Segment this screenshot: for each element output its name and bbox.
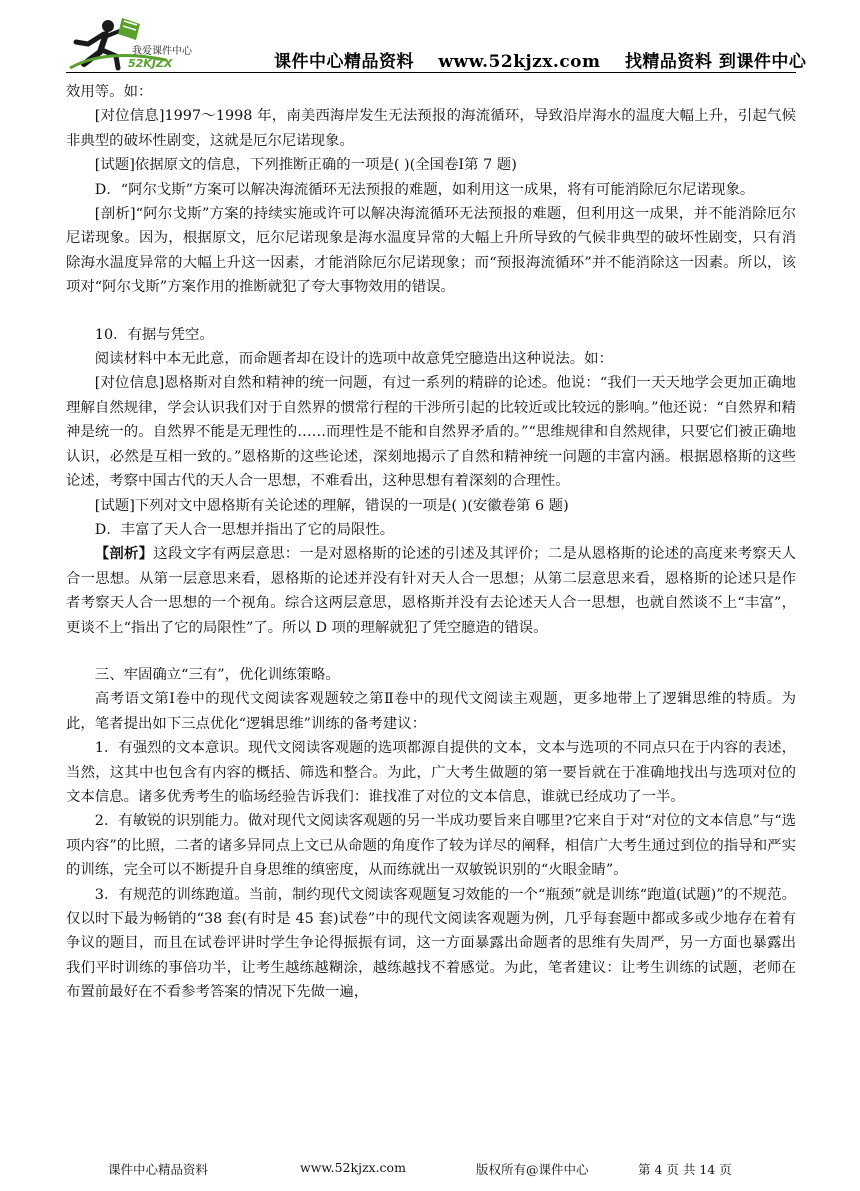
paragraph-text: [试题]依据原文的信息，下列推断正确的一项是( )(全国卷Ⅰ第 7 题) bbox=[94, 157, 517, 174]
header-divider bbox=[66, 72, 796, 73]
logo-runner-icon bbox=[66, 14, 216, 72]
paragraph bbox=[66, 687, 796, 736]
paragraph bbox=[66, 663, 796, 687]
paragraph-text: [对位信息]恩格斯对自然和精神的统一问题，有过一系列的精辟的论述。他说：“我们一天天地学会更加正确地理解自然规律，学会认识我们对于自然界的惯常行程的干涉所引起的比较近或比较远的影响。”他还说：“自然界和精神是统一的。自然界不能是无理性的……而理性是不能和自然界矛盾的。”“思维规律和自然规律，只要它们被正确地认识，必然是互相一致的。”恩格斯的这些论述，深刻地揭示了自然和精神统一问题的丰富内涵。根据恩格斯的这些论述，考察中国古代的天人合一思想，不难看出，这种思想有着深刻的合理性。 bbox=[66, 375, 796, 490]
paragraph bbox=[66, 736, 796, 809]
header-title-1: 课件中心精品资料 bbox=[274, 52, 414, 72]
paragraph bbox=[66, 542, 796, 640]
paragraph-text: 2．有敏锐的识别能力。做对现代文阅读客观题的另一半成功要旨来自哪里?它来自于对“对位的文本信息”与“选项内容”的比照，二者的诸多异同点上文已从命题的角度作了较为详尽的阐释，相信广大考生通过到位的指导和严实的训练，完全可以不断提升自身思维的缜密度，从而练就出一双敏锐识别的“火眼金睛”。 bbox=[66, 813, 796, 879]
paragraph bbox=[66, 202, 796, 300]
paragraph-text: [对位信息]1997～1998 年，南美西海岸发生无法预报的海流循环，导致沿岸海水的温度大幅上升，引起气候非典型的破坏性剧变，这就是厄尔尼诺现象。 bbox=[66, 108, 796, 149]
footer-page-number: 第 4 页 共 14 页 bbox=[638, 1162, 732, 1177]
footer-left: 课件中心精品资料 bbox=[108, 1162, 209, 1177]
header-title-3: 找精品资料 到课件中心 bbox=[624, 52, 807, 72]
paragraph-text: 这段文字有两层意思：一是对恩格斯的论述的引述及其评价；二是从恩格斯的论述的高度来考察天人合一思想。从第一层意思来看，恩格斯的论述并没有针对天人合一思想；从第二层意思来看，恩格斯的论述只是作者考察天人合一思想的一个视角。综合这两层意思，恩格斯并没有去论述天人合一思想，也就自然谈不上“丰富”，更谈不上“指出了它的局限性”了。所以 D 项的理解就犯了凭空臆造的错误。 bbox=[66, 546, 796, 636]
paragraph-lead: 【剖析】 bbox=[94, 545, 154, 563]
paragraph bbox=[66, 323, 796, 347]
paragraph-text: 3．有规范的训练跑道。当前，制约现代文阅读客观题复习效能的一个“瓶颈”就是训练“跑道(试题)”的不规范。仅以时下最为畅销的“38 套(有时是 45 套)试卷”中的现代文阅读客观题为例，几乎每套题中都或多或少地存在着有争议的题目，而且在试卷评讲时学生争论得振振有词，这一方面暴露出命题者的思维有失周严，另一方面也暴露出我们平时训练的事倍功半，让考生越练越糊涂，越练越找不着感觉。为此，笔者建议：让考生训练的试题，老师在布置前最好在不看参考答案的情况下先做一遍， bbox=[66, 886, 796, 1001]
paragraph bbox=[66, 494, 796, 518]
paragraph bbox=[66, 883, 796, 1005]
paragraph bbox=[66, 518, 796, 542]
paragraph bbox=[66, 153, 796, 177]
footer-copyright: 版权所有@课件中心 bbox=[476, 1162, 589, 1177]
header-title-2: www.52kjzx.com bbox=[438, 52, 601, 72]
paragraph bbox=[66, 104, 796, 153]
paragraph-text: 三、牢固确立“三有”，优化训练策略。 bbox=[94, 666, 340, 683]
document-body bbox=[66, 80, 796, 1005]
paragraph bbox=[66, 80, 796, 104]
paragraph-text: 阅读材料中本无此意，而命题者却在设计的选项中故意凭空臆造出这种说法。如： bbox=[94, 351, 613, 368]
paragraph-text: 10．有据与凭空。 bbox=[94, 326, 214, 343]
paragraph-text: [试题]下列对文中恩格斯有关论述的理解，错误的一项是( )(安徽卷第 6 题) bbox=[94, 497, 569, 514]
paragraph bbox=[66, 347, 796, 371]
page-header bbox=[66, 14, 807, 76]
paragraph-text: D．“阿尔戈斯”方案可以解决海流循环无法预报的难题，如利用这一成果，将有可能消除厄尔尼诺现象。 bbox=[94, 181, 755, 198]
paragraph bbox=[66, 178, 796, 202]
paragraph bbox=[66, 371, 796, 493]
logo-text-bottom: 52KJZX bbox=[128, 57, 173, 70]
page-footer bbox=[0, 1156, 860, 1180]
logo-text-top: 我爱课件中心 bbox=[132, 46, 192, 57]
paragraph bbox=[66, 809, 796, 882]
paragraph-text: 效用等。如： bbox=[66, 84, 153, 100]
paragraph-text: [剖析]“阿尔戈斯”方案的持续实施或许可以解决海流循环无法预报的难题，但利用这一成果，并不能消除厄尔尼诺现象。因为，根据原文，厄尔尼诺现象是海水温度异常的大幅上升所导致的气候非典型的破坏性剧变，只有消除海水温度异常的大幅上升这一因素，才能消除厄尔尼诺现象；而“预报海流循环”并不能消除这一因素。所以，该项对“阿尔戈斯”方案作用的推断就犯了夸大事物效用的错误。 bbox=[66, 206, 796, 296]
paragraph-text: D．丰富了天人合一思想并指出了它的局限性。 bbox=[94, 521, 395, 538]
paragraph-text: 1．有强烈的文本意识。现代文阅读客观题的选项都源自提供的文本，文本与选项的不同点只在于内容的表述，当然，这其中也包含有内容的概括、筛选和整合。为此，广大考生做题的第一要旨就在于准确地找出与选项对位的文本信息。诸多优秀考生的临场经验告诉我们：谁找准了对位的文本信息，谁就已经成功了一半。 bbox=[66, 740, 796, 805]
footer-url: www.52kjzx.com bbox=[300, 1160, 406, 1175]
paragraph-text: 高考语文第Ⅰ卷中的现代文阅读客观题较之第Ⅱ卷中的现代文阅读主观题，更多地带上了逻辑思维的特质。为此，笔者提出如下三点优化“逻辑思维”训练的备考建议： bbox=[66, 691, 796, 732]
header-title bbox=[274, 47, 824, 72]
